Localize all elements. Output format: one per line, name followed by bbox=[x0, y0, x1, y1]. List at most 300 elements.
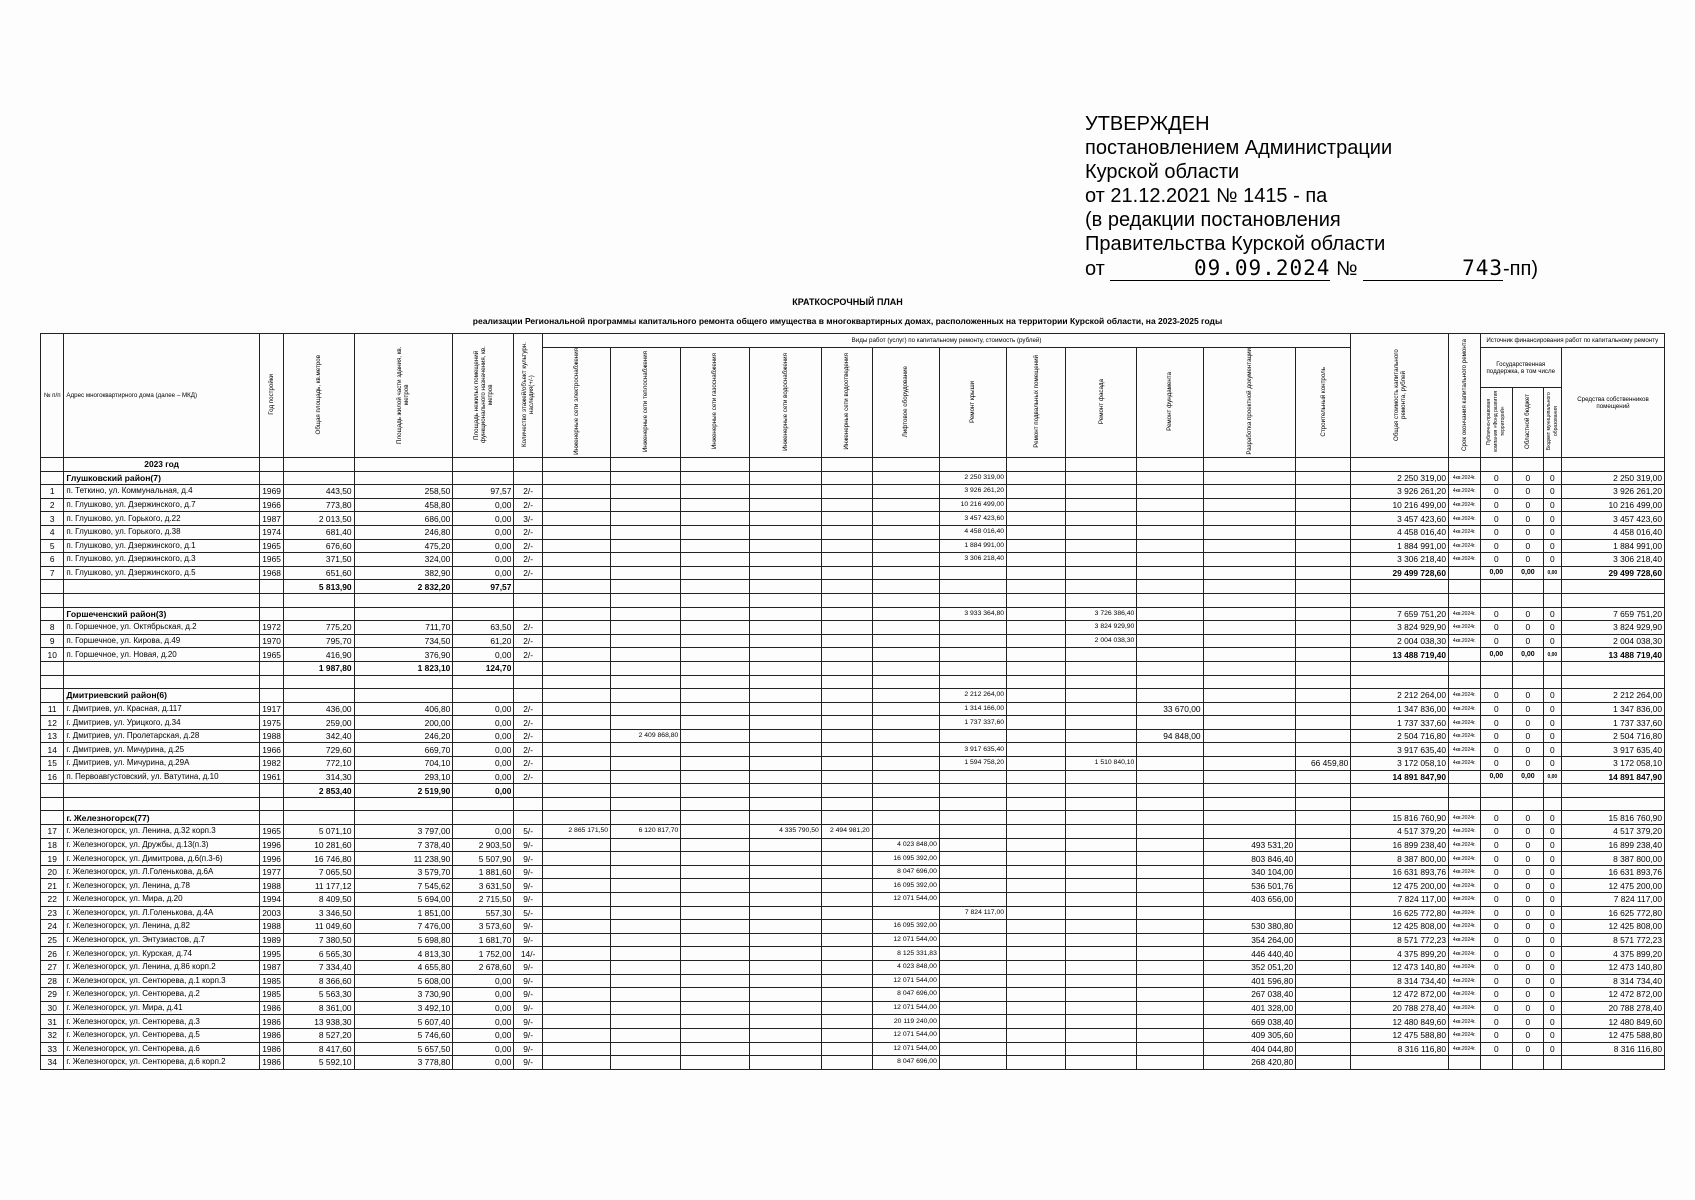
row-living-area: 246,80 bbox=[354, 525, 453, 539]
row-source-municipal: 0 bbox=[1543, 689, 1561, 703]
row-address: г. Железногорск, ул. Ленина, д.78 bbox=[64, 879, 259, 893]
row-source-regional: 0 bbox=[1513, 933, 1544, 947]
row-deadline: 4кв.2024г. bbox=[1449, 879, 1481, 893]
row-total-cost: 15 816 760,90 bbox=[1351, 811, 1449, 825]
row-work-foundation bbox=[1137, 770, 1203, 784]
row-work-basement bbox=[1007, 770, 1066, 784]
row-floors: 2/- bbox=[514, 648, 543, 662]
row-floors: 2/- bbox=[514, 729, 543, 743]
row-year: 1965 bbox=[259, 553, 283, 567]
row-work-electric bbox=[542, 770, 610, 784]
table-row bbox=[41, 865, 1665, 879]
row-source-regional bbox=[1513, 593, 1544, 607]
row-nonliving-area bbox=[453, 675, 514, 689]
row-work-sewer bbox=[821, 471, 872, 485]
row-deadline bbox=[1449, 784, 1481, 798]
row-work-basement bbox=[1007, 933, 1066, 947]
row-total-area: 2 853,40 bbox=[284, 784, 354, 798]
row-address: п. Горшечное, ул. Новая, д.20 bbox=[64, 648, 259, 662]
row-nonliving-area: 0,00 bbox=[453, 1042, 514, 1056]
row-work-electric bbox=[542, 1042, 610, 1056]
approval-line: УТВЕРЖДЕН bbox=[1085, 113, 1210, 135]
district-row bbox=[41, 471, 1665, 485]
row-total-cost: 1 737 337,60 bbox=[1351, 716, 1449, 730]
row-work-gas bbox=[681, 648, 749, 662]
row-living-area: 5 746,60 bbox=[354, 1028, 453, 1042]
row-work-facade bbox=[1066, 852, 1137, 866]
row-work-design bbox=[1203, 498, 1296, 512]
row-source-municipal: 0 bbox=[1543, 757, 1561, 771]
row-source-regional: 0 bbox=[1513, 471, 1544, 485]
row-work-sewer: 2 494 981,20 bbox=[821, 825, 872, 839]
row-living-area: 3 778,80 bbox=[354, 1056, 453, 1070]
row-work-water bbox=[749, 525, 821, 539]
row-year: 1988 bbox=[259, 729, 283, 743]
row-work-roof bbox=[939, 838, 1006, 852]
row-work-roof: 2 250 319,00 bbox=[939, 471, 1006, 485]
row-year: 1965 bbox=[259, 648, 283, 662]
row-source-fund: 0 bbox=[1480, 512, 1513, 526]
row-floors bbox=[514, 607, 543, 621]
row-work-foundation bbox=[1137, 539, 1203, 553]
row-address: п. Глушково, ул. Горького, д.22 bbox=[64, 512, 259, 526]
row-work-foundation bbox=[1137, 933, 1203, 947]
row-living-area: 5 698,80 bbox=[354, 933, 453, 947]
row-work-water bbox=[749, 960, 821, 974]
row-work-sewer bbox=[821, 1001, 872, 1015]
row-work-electric bbox=[542, 1001, 610, 1015]
row-year bbox=[259, 661, 283, 675]
row-source-owners: 16 899 238,40 bbox=[1561, 838, 1664, 852]
row-work-lift bbox=[872, 757, 939, 771]
row-source-owners: 4 375 899,20 bbox=[1561, 947, 1664, 961]
row-work-gas bbox=[681, 566, 749, 580]
row-source-municipal: 0 bbox=[1543, 1042, 1561, 1056]
row-work-control bbox=[1296, 593, 1351, 607]
row-total-area: 1 987,80 bbox=[284, 661, 354, 675]
row-total-area bbox=[284, 689, 354, 703]
row-address: г. Железногорск, ул. Мира, д.20 bbox=[64, 893, 259, 907]
row-year: 1972 bbox=[259, 621, 283, 635]
col-deadline: Срок окончания капитального ремонта bbox=[1449, 334, 1481, 458]
row-work-electric bbox=[542, 607, 610, 621]
row-total-cost: 10 216 499,00 bbox=[1351, 498, 1449, 512]
row-work-heat bbox=[611, 1028, 681, 1042]
row-work-heat bbox=[611, 580, 681, 594]
row-total-area bbox=[284, 811, 354, 825]
row-work-foundation bbox=[1137, 634, 1203, 648]
row-deadline bbox=[1449, 770, 1481, 784]
row-total-cost: 8 387 800,00 bbox=[1351, 852, 1449, 866]
row-address: г. Железногорск, ул. Сентюрева, д.5 bbox=[64, 1028, 259, 1042]
row-source-owners: 4 458 016,40 bbox=[1561, 525, 1664, 539]
row-work-roof bbox=[939, 580, 1006, 594]
row-deadline: 4кв.2024г. bbox=[1449, 825, 1481, 839]
row-work-lift bbox=[872, 648, 939, 662]
row-work-gas bbox=[681, 920, 749, 934]
row-num bbox=[41, 675, 64, 689]
row-work-facade bbox=[1066, 593, 1137, 607]
row-total-area: 259,00 bbox=[284, 716, 354, 730]
row-source-fund: 0 bbox=[1480, 933, 1513, 947]
row-work-foundation bbox=[1137, 471, 1203, 485]
row-work-lift bbox=[872, 784, 939, 798]
row-address: г. Железногорск, ул. Ленина, д.86 корп.2 bbox=[64, 960, 259, 974]
row-source-fund: 0 bbox=[1480, 852, 1513, 866]
row-work-sewer bbox=[821, 879, 872, 893]
row-source-municipal: 0 bbox=[1543, 920, 1561, 934]
row-deadline: 4кв.2024г. bbox=[1449, 485, 1481, 499]
row-source-fund: 0 bbox=[1480, 757, 1513, 771]
row-work-design bbox=[1203, 607, 1296, 621]
row-source-fund: 0 bbox=[1480, 485, 1513, 499]
row-num: 31 bbox=[41, 1015, 64, 1029]
row-source-fund: 0 bbox=[1480, 1028, 1513, 1042]
row-work-sewer bbox=[821, 566, 872, 580]
row-work-water bbox=[749, 974, 821, 988]
row-living-area: 7 545,62 bbox=[354, 879, 453, 893]
row-work-heat bbox=[611, 893, 681, 907]
row-work-roof bbox=[939, 634, 1006, 648]
row-work-lift bbox=[872, 525, 939, 539]
row-floors: 9/- bbox=[514, 988, 543, 1002]
row-total-area: 7 334,40 bbox=[284, 960, 354, 974]
row-work-heat bbox=[611, 593, 681, 607]
col-w-lift: Лифтовое оборудование bbox=[872, 348, 939, 458]
row-address: г. Железногорск, ул. Ленина, д.82 bbox=[64, 920, 259, 934]
row-work-control bbox=[1296, 661, 1351, 675]
row-work-sewer bbox=[821, 661, 872, 675]
row-nonliving-area: 0,00 bbox=[453, 784, 514, 798]
row-nonliving-area: 2 903,50 bbox=[453, 838, 514, 852]
row-total-cost: 3 917 635,40 bbox=[1351, 743, 1449, 757]
row-source-regional: 0 bbox=[1513, 729, 1544, 743]
row-work-water bbox=[749, 852, 821, 866]
row-work-gas bbox=[681, 988, 749, 1002]
subtotal-row bbox=[41, 784, 1665, 798]
row-work-heat bbox=[611, 607, 681, 621]
row-work-facade bbox=[1066, 770, 1137, 784]
table-row bbox=[41, 539, 1665, 553]
table-row bbox=[41, 947, 1665, 961]
row-work-sewer bbox=[821, 702, 872, 716]
row-total-cost: 3 457 423,60 bbox=[1351, 512, 1449, 526]
row-deadline: 4кв.2024г. bbox=[1449, 838, 1481, 852]
row-source-owners bbox=[1561, 797, 1664, 811]
row-work-lift: 12 071 544,00 bbox=[872, 933, 939, 947]
row-work-water bbox=[749, 485, 821, 499]
table-row bbox=[41, 716, 1665, 730]
row-source-municipal: 0 bbox=[1543, 512, 1561, 526]
row-source-fund: 0 bbox=[1480, 553, 1513, 567]
row-work-basement bbox=[1007, 648, 1066, 662]
row-living-area bbox=[354, 811, 453, 825]
row-total-cost: 8 571 772,23 bbox=[1351, 933, 1449, 947]
col-year: Год постройки bbox=[259, 334, 283, 458]
approval-line: постановлением Администрации bbox=[1085, 137, 1393, 159]
row-source-regional: 0 bbox=[1513, 525, 1544, 539]
row-work-facade bbox=[1066, 512, 1137, 526]
row-source-owners: 12 475 588,80 bbox=[1561, 1028, 1664, 1042]
row-work-sewer bbox=[821, 797, 872, 811]
row-nonliving-area: 0,00 bbox=[453, 716, 514, 730]
row-floors: 14/- bbox=[514, 947, 543, 961]
row-source-fund bbox=[1480, 661, 1513, 675]
row-work-design: 669 038,40 bbox=[1203, 1015, 1296, 1029]
row-work-roof: 3 917 635,40 bbox=[939, 743, 1006, 757]
row-work-gas bbox=[681, 811, 749, 825]
row-work-lift: 16 095 392,00 bbox=[872, 879, 939, 893]
row-source-fund: 0,00 bbox=[1480, 770, 1513, 784]
row-total-cost bbox=[1351, 675, 1449, 689]
row-deadline: 4кв.2024г. bbox=[1449, 920, 1481, 934]
row-source-regional: 0,00 bbox=[1513, 566, 1544, 580]
row-living-area: 4 655,80 bbox=[354, 960, 453, 974]
row-num: 30 bbox=[41, 1001, 64, 1015]
row-address: г. Дмитриев, ул. Урицкого, д.34 bbox=[64, 716, 259, 730]
row-work-basement bbox=[1007, 580, 1066, 594]
row-work-facade bbox=[1066, 743, 1137, 757]
row-work-water bbox=[749, 702, 821, 716]
row-deadline: 4кв.2024г. bbox=[1449, 729, 1481, 743]
row-total-area: 2 013,50 bbox=[284, 512, 354, 526]
col-num: № п/п bbox=[41, 334, 64, 458]
row-work-water bbox=[749, 879, 821, 893]
row-nonliving-area: 0,00 bbox=[453, 1001, 514, 1015]
col-w-design: Разработка проектной документации bbox=[1203, 348, 1296, 458]
row-source-regional: 0 bbox=[1513, 988, 1544, 1002]
row-work-electric bbox=[542, 471, 610, 485]
row-work-foundation bbox=[1137, 1028, 1203, 1042]
row-total-area: 795,70 bbox=[284, 634, 354, 648]
row-total-cost bbox=[1351, 1056, 1449, 1070]
row-address: п. Глушково, ул. Горького, д.38 bbox=[64, 525, 259, 539]
row-work-roof bbox=[939, 974, 1006, 988]
row-living-area: 458,80 bbox=[354, 498, 453, 512]
row-work-lift bbox=[872, 471, 939, 485]
row-work-gas bbox=[681, 879, 749, 893]
row-work-electric bbox=[542, 865, 610, 879]
row-work-facade bbox=[1066, 661, 1137, 675]
row-num: 1 bbox=[41, 485, 64, 499]
row-num: 14 bbox=[41, 743, 64, 757]
row-work-design bbox=[1203, 757, 1296, 771]
row-work-foundation bbox=[1137, 1056, 1203, 1070]
row-work-foundation: 33 670,00 bbox=[1137, 702, 1203, 716]
row-source-regional: 0 bbox=[1513, 1001, 1544, 1015]
row-living-area: 11 238,90 bbox=[354, 852, 453, 866]
row-deadline bbox=[1449, 797, 1481, 811]
row-source-municipal: 0 bbox=[1543, 607, 1561, 621]
row-living-area bbox=[354, 675, 453, 689]
approval-number: 743 bbox=[1363, 256, 1503, 281]
row-work-roof bbox=[939, 770, 1006, 784]
row-total-cost bbox=[1351, 593, 1449, 607]
row-work-heat bbox=[611, 947, 681, 961]
row-living-area: 5 657,50 bbox=[354, 1042, 453, 1056]
row-total-area: 5 813,90 bbox=[284, 580, 354, 594]
row-work-sewer bbox=[821, 580, 872, 594]
row-nonliving-area: 0,00 bbox=[453, 757, 514, 771]
approval-date-line bbox=[1085, 256, 1538, 281]
approval-suffix: -пп) bbox=[1503, 258, 1538, 280]
table-row bbox=[41, 893, 1665, 907]
row-work-electric bbox=[542, 757, 610, 771]
row-year: 1987 bbox=[259, 512, 283, 526]
row-work-basement bbox=[1007, 729, 1066, 743]
row-work-heat bbox=[611, 716, 681, 730]
row-work-electric bbox=[542, 1056, 610, 1070]
row-work-heat bbox=[611, 757, 681, 771]
row-work-sewer bbox=[821, 621, 872, 635]
row-work-facade bbox=[1066, 1015, 1137, 1029]
row-address: г. Железногорск, ул. Димитрова, д.6(п.3-6) bbox=[64, 852, 259, 866]
row-source-fund: 0 bbox=[1480, 716, 1513, 730]
row-floors bbox=[514, 593, 543, 607]
row-work-sewer bbox=[821, 920, 872, 934]
table-row bbox=[41, 566, 1665, 580]
row-work-heat bbox=[611, 865, 681, 879]
row-nonliving-area: 0,00 bbox=[453, 1015, 514, 1029]
row-source-owners bbox=[1561, 675, 1664, 689]
row-work-control bbox=[1296, 784, 1351, 798]
row-work-design bbox=[1203, 743, 1296, 757]
row-year: 1995 bbox=[259, 947, 283, 961]
row-work-facade bbox=[1066, 1042, 1137, 1056]
row-work-design bbox=[1203, 906, 1296, 920]
col-state-support: Государственная поддержка, в том числе bbox=[1480, 348, 1561, 388]
row-work-electric bbox=[542, 539, 610, 553]
row-work-facade bbox=[1066, 1028, 1137, 1042]
row-work-facade bbox=[1066, 716, 1137, 730]
district-row bbox=[41, 811, 1665, 825]
row-source-owners: 2 212 264,00 bbox=[1561, 689, 1664, 703]
row-deadline bbox=[1449, 648, 1481, 662]
row-source-owners: 7 659 751,20 bbox=[1561, 607, 1664, 621]
row-source-fund bbox=[1480, 797, 1513, 811]
row-work-gas bbox=[681, 974, 749, 988]
row-floors: 2/- bbox=[514, 621, 543, 635]
row-num: 23 bbox=[41, 906, 64, 920]
row-work-lift bbox=[872, 811, 939, 825]
row-work-lift: 12 071 544,00 bbox=[872, 974, 939, 988]
row-source-owners: 20 788 278,40 bbox=[1561, 1001, 1664, 1015]
row-work-lift bbox=[872, 729, 939, 743]
row-work-lift bbox=[872, 607, 939, 621]
row-source-regional bbox=[1513, 580, 1544, 594]
row-work-foundation bbox=[1137, 865, 1203, 879]
row-source-fund: 0 bbox=[1480, 906, 1513, 920]
row-deadline: 4кв.2024г. bbox=[1449, 512, 1481, 526]
row-source-fund: 0 bbox=[1480, 471, 1513, 485]
row-work-design: 401 596,80 bbox=[1203, 974, 1296, 988]
row-work-foundation bbox=[1137, 920, 1203, 934]
row-work-electric bbox=[542, 593, 610, 607]
row-work-foundation bbox=[1137, 1042, 1203, 1056]
row-source-regional: 0,00 bbox=[1513, 648, 1544, 662]
row-work-lift bbox=[872, 485, 939, 499]
row-work-sewer bbox=[821, 729, 872, 743]
row-source-municipal bbox=[1543, 580, 1561, 594]
row-source-municipal: 0 bbox=[1543, 933, 1561, 947]
row-work-gas bbox=[681, 634, 749, 648]
row-work-heat bbox=[611, 1042, 681, 1056]
row-work-design bbox=[1203, 525, 1296, 539]
row-work-design bbox=[1203, 825, 1296, 839]
row-work-foundation bbox=[1137, 852, 1203, 866]
row-source-owners: 15 816 760,90 bbox=[1561, 811, 1664, 825]
row-source-owners: 8 314 734,40 bbox=[1561, 974, 1664, 988]
row-address: п. Глушково, ул. Дзержинского, д.5 bbox=[64, 566, 259, 580]
row-source-municipal: 0 bbox=[1543, 702, 1561, 716]
row-work-lift bbox=[872, 580, 939, 594]
row-num: 3 bbox=[41, 512, 64, 526]
row-floors bbox=[514, 471, 543, 485]
row-work-gas bbox=[681, 621, 749, 635]
row-floors bbox=[514, 580, 543, 594]
row-work-design bbox=[1203, 689, 1296, 703]
row-work-gas bbox=[681, 1028, 749, 1042]
col-s-fund: Публично-правовая компания «Фонд развития территорий» bbox=[1480, 388, 1513, 458]
row-total-area: 8 409,50 bbox=[284, 893, 354, 907]
row-work-roof: 1 594 758,20 bbox=[939, 757, 1006, 771]
row-deadline: 4кв.2024г. bbox=[1449, 471, 1481, 485]
row-source-fund bbox=[1480, 1056, 1513, 1070]
row-work-control bbox=[1296, 960, 1351, 974]
row-work-lift bbox=[872, 566, 939, 580]
row-work-control bbox=[1296, 825, 1351, 839]
row-num: 22 bbox=[41, 893, 64, 907]
row-work-basement bbox=[1007, 1042, 1066, 1056]
row-work-gas bbox=[681, 525, 749, 539]
row-work-control bbox=[1296, 485, 1351, 499]
row-work-facade bbox=[1066, 553, 1137, 567]
row-work-control bbox=[1296, 1015, 1351, 1029]
row-work-design: 530 380,80 bbox=[1203, 920, 1296, 934]
row-work-facade bbox=[1066, 566, 1137, 580]
row-work-facade bbox=[1066, 525, 1137, 539]
row-work-facade bbox=[1066, 729, 1137, 743]
row-year: 1966 bbox=[259, 743, 283, 757]
row-deadline: 4кв.2024г. bbox=[1449, 988, 1481, 1002]
row-source-municipal: 0 bbox=[1543, 716, 1561, 730]
col-w-basement: Ремонт подвальных помещений bbox=[1007, 348, 1066, 458]
row-work-heat: 6 120 817,70 bbox=[611, 825, 681, 839]
row-work-foundation bbox=[1137, 593, 1203, 607]
row-source-municipal: 0 bbox=[1543, 1015, 1561, 1029]
row-total-cost: 4 375 899,20 bbox=[1351, 947, 1449, 961]
row-total-cost bbox=[1351, 784, 1449, 798]
table-row bbox=[41, 960, 1665, 974]
row-work-control bbox=[1296, 1042, 1351, 1056]
row-source-regional bbox=[1513, 661, 1544, 675]
row-source-regional: 0 bbox=[1513, 920, 1544, 934]
col-nonliving-area: Площадь нежилых помещений функционального назначения, кв. метров bbox=[453, 334, 514, 458]
row-work-facade bbox=[1066, 498, 1137, 512]
row-work-basement bbox=[1007, 525, 1066, 539]
row-source-municipal: 0 bbox=[1543, 539, 1561, 553]
row-nonliving-area: 0,00 bbox=[453, 525, 514, 539]
row-nonliving-area bbox=[453, 593, 514, 607]
row-source-municipal: 0 bbox=[1543, 471, 1561, 485]
row-total-cost bbox=[1351, 797, 1449, 811]
row-total-area: 10 281,60 bbox=[284, 838, 354, 852]
row-source-owners: 8 387 800,00 bbox=[1561, 852, 1664, 866]
row-source-owners: 3 457 423,60 bbox=[1561, 512, 1664, 526]
row-source-fund: 0 bbox=[1480, 743, 1513, 757]
row-work-roof bbox=[939, 1001, 1006, 1015]
row-total-area: 13 938,30 bbox=[284, 1015, 354, 1029]
